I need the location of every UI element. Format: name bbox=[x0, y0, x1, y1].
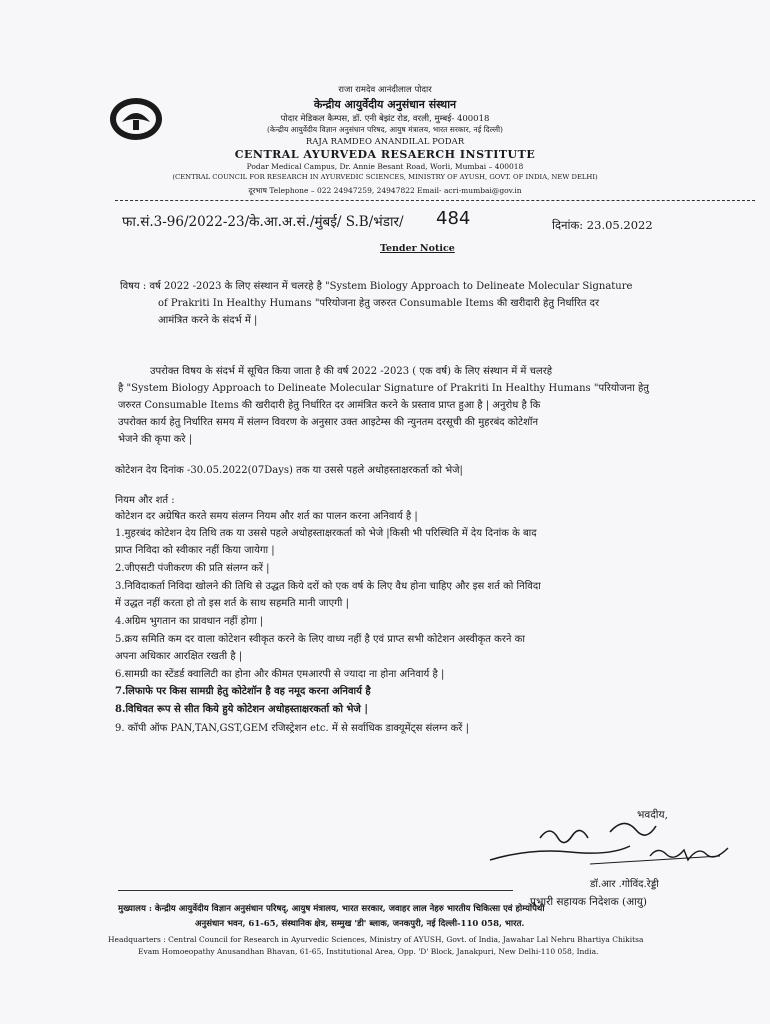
term-3-line-2: में उद्धत नहीं करता हो तो इस शर्त के साथ सहमति मानी जाएगी | bbox=[115, 598, 349, 609]
footer-hq-hindi-1: मुख्यालय : केन्द्रीय आयुर्वेदीय विज्ञान अनुसंधान परिषद्, आयुष मंत्रालय, भारत सरकार, जवाहर लाल नेहरु भारतीय चिकित्सा एवं होम्योपैथी bbox=[118, 904, 545, 914]
term-3-line-1: 3.निविदाकर्ता निविदा खोलने की तिथि से उद्धत किये दरों को एक वर्ष के लिए वैध होना चाहिए और इस शर्त को निविदा bbox=[115, 581, 541, 592]
header-line-8: (CENTRAL COUNCIL FOR RESEARCH IN AYURVEDIC SCIENCES, MINISTRY OF AYUSH, GOVT. OF INDIA, NEW DELHI) bbox=[172, 173, 598, 181]
dispatch-number: 484 bbox=[436, 208, 471, 229]
header-line-3: पोदार मेडिकल कैम्पस, डॉ. एनी बेझंट रोड, वरली, मुम्बई- 400018 bbox=[280, 114, 490, 124]
header-line-4: (केन्द्रीय आयुर्वेदीय विज्ञान अनुसंधान परिषद, आयुष मंत्रालय, भारत सरकार, नई दिल्ली) bbox=[267, 125, 503, 134]
footer-hq-hindi-2: अनुसंधान भवन, 61-65, संस्थानिक क्षेत्र, सम्मुख 'डी' ब्लाक, जनकपुरी, नई दिल्ली-110 058, भारत. bbox=[195, 919, 525, 929]
header-line-1: राजा रामदेव आनंदीलाल पोदार bbox=[338, 85, 432, 95]
signature-icon bbox=[470, 808, 760, 878]
footer-hq-english-1: Headquarters : Central Council for Research in Ayurvedic Sciences, Ministry of AYUSH, Govt. of India, Jawahar Lal Nehru Bhartiya Chikitsa bbox=[108, 935, 644, 944]
footer-hq-english-2: Evam Homoeopathy Anusandhan Bhavan, 61-65, Institutional Area, Opp. 'D' Block, Janakpuri, New Delhi-110 058, India. bbox=[138, 947, 599, 956]
header-line-5: RAJA RAMDEO ANANDILAL PODAR bbox=[305, 137, 465, 147]
term-1-line-2: प्राप्त निविदा को स्वीकार नहीं किया जायेगा | bbox=[115, 545, 275, 556]
term-5-line-2: अपना अधिकार आरक्षित रखती है | bbox=[115, 651, 243, 662]
closing-salutation: भवदीय, bbox=[637, 809, 668, 821]
subject-line-1: विषय : वर्ष 2022 -2023 के लिए संस्थान में चलरहे है "System Biology Approach to Delineate Molecular Signature bbox=[120, 281, 633, 292]
notice-title: Tender Notice bbox=[380, 243, 455, 254]
body-line-4: उपरोक्त कार्य हेतु निर्धारित समय में संलग्न विवरण के अनुसार उक्त आइटेम्स की न्युनतम दरसूची की मुहरबंद कोटेशॉन bbox=[118, 417, 539, 428]
term-8: 8.विधिवत रूप से सीत किये हुये कोटेशन अधोहस्ताक्षरकर्ता को भेजे | bbox=[115, 704, 368, 715]
term-1-line-1: 1.मुहरबंद कोटेशन देय तिथि तक या उससे पहले अधोहस्ताक्षरकर्ता को भेजे |किसी भी परिस्थिति में देय दिनांक के बाद bbox=[115, 528, 537, 539]
signatory-name: डॉ.आर .गोविंद.रेड्डी bbox=[590, 879, 659, 890]
header-line-7: Podar Medical Campus, Dr. Annie Besant Road, Worli, Mumbai – 400018 bbox=[246, 162, 524, 171]
terms-heading: नियम और शर्त : bbox=[115, 495, 175, 506]
header-divider bbox=[115, 200, 755, 201]
term-6: 6.सामग्री का स्टेंडर्ड क्वालिटी का होना और कीमत एमआरपी से ज्यादा ना होना अनिवार्य है | bbox=[115, 669, 445, 680]
subject-line-3: आमंत्रित करने के संदर्भ में | bbox=[158, 315, 258, 326]
term-7: 7.लिफाफे पर किस सामग्री हेतु कोटेशॉन है वह नमूद करना अनिवार्य है bbox=[115, 686, 371, 697]
subject-line-2: of Prakriti In Healthy Humans "परियोजना हेतु जरुरत Consumable Items की खरीदारी हेतु निर्धारित दर bbox=[158, 298, 600, 309]
quotation-due-date: कोटेशन देय दिनांक -30.05.2022(07Days) तक या उससे पहले अधोहस्ताक्षरकर्ता को भेजे| bbox=[115, 465, 463, 476]
notice-date: दिनांक: 23.05.2022 bbox=[552, 218, 653, 232]
terms-intro: कोटेशन दर अग्रेषित करते समय संलग्न नियम और शर्त का पालन करना अनिवार्य है | bbox=[115, 511, 418, 522]
file-number: फा.सं.3-96/2022-23/के.आ.अ.सं./मुंबई/ S.B/भंडार/ bbox=[122, 214, 404, 230]
header-line-9: दूरभाष Telephone – 022 24947259, 24947822 Email- acri-mumbai@gov.in bbox=[248, 186, 522, 195]
term-2: 2.जीएसटी पंजीकरण की प्रति संलग्न करें | bbox=[115, 563, 270, 574]
body-line-3: जरुरत Consumable Items की खरीदारी हेतु निर्धारित दर आमंत्रित करने के प्रस्ताव प्राप्त हुआ है | अनुरोध है कि bbox=[118, 400, 541, 411]
body-line-5: भेजने की कृपा करे | bbox=[118, 434, 193, 445]
header-line-6: CENTRAL AYURVEDA RESAERCH INSTITUTE bbox=[234, 148, 536, 161]
term-9: 9. कॉपी ऑफ PAN,TAN,GST,GEM रजिस्ट्रेशन etc. में से सर्वाधिक डाक्यूमेंट्स संलग्न करें | bbox=[115, 723, 469, 734]
header-line-2: केन्द्रीय आयुर्वेदीय अनुसंधान संस्थान bbox=[313, 98, 457, 111]
body-line-2: है "System Biology Approach to Delineate Molecular Signature of Prakriti In Healthy Humans "परियोजना हेतु bbox=[118, 383, 649, 394]
term-5-line-1: 5.क्रय समिति कम दर वाला कोटेशन स्वीकृत करने के लिए वाध्य नहीं है एवं प्राप्त सभी कोटेशन अस्वीकृत करने का bbox=[115, 634, 525, 645]
body-line-1: उपरोक्त विषय के संदर्भ में सूचित किया जाता है की वर्ष 2022 -2023 ( एक वर्ष) के लिए संस्थान में में चलरहे bbox=[150, 366, 553, 377]
footer-divider bbox=[118, 890, 513, 891]
term-4: 4.अग्रिम भुगतान का प्रावधान नहीं होगा | bbox=[115, 616, 264, 627]
signatory-designation: प्रभारी सहायक निदेशक (आयु) bbox=[530, 896, 647, 908]
